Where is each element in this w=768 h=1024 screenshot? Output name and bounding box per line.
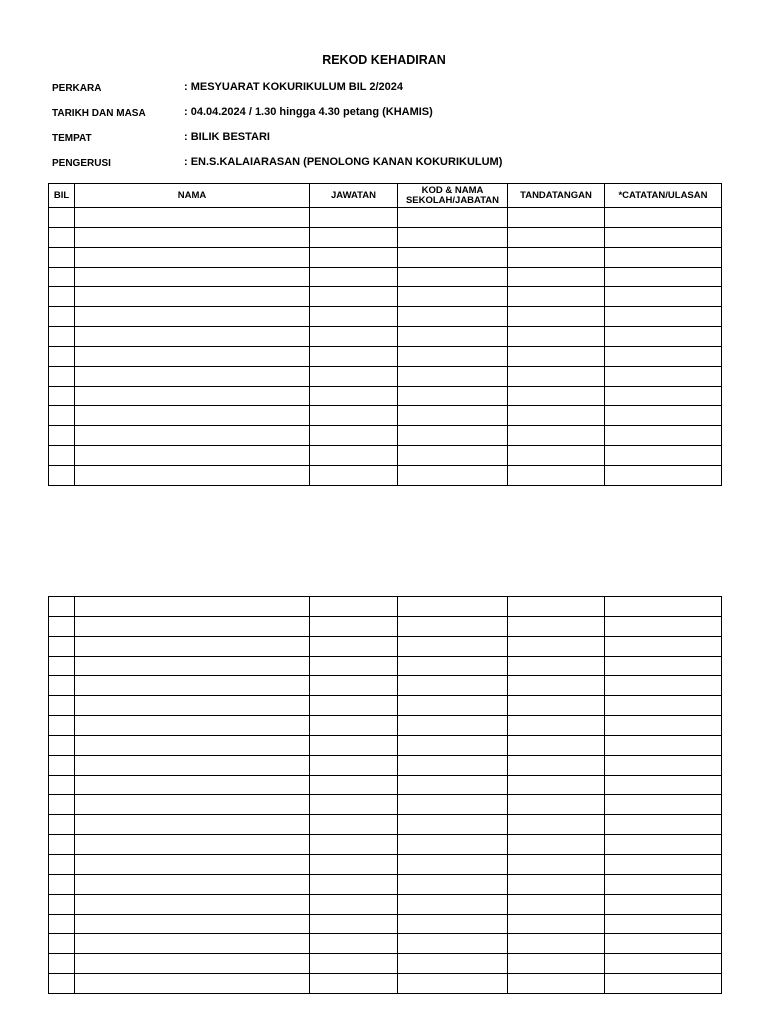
meta-label: PERKARA — [52, 83, 102, 94]
table-row — [49, 934, 722, 954]
bil-cell[interactable] — [49, 795, 75, 815]
nama-cell[interactable] — [75, 327, 310, 347]
nama-cell[interactable] — [75, 716, 310, 736]
tandatangan-cell[interactable] — [508, 815, 605, 835]
bil-cell[interactable] — [49, 327, 75, 347]
jawatan-cell[interactable] — [310, 716, 398, 736]
table-row — [49, 465, 722, 485]
kod-cell[interactable] — [398, 465, 508, 485]
table-row — [49, 636, 722, 656]
table-row — [49, 307, 722, 327]
bil-cell[interactable] — [49, 227, 75, 247]
tandatangan-cell[interactable] — [508, 327, 605, 347]
nama-cell[interactable] — [75, 465, 310, 485]
table-row — [49, 366, 722, 386]
bil-cell[interactable] — [49, 815, 75, 835]
nama-cell[interactable] — [75, 914, 310, 934]
kod-cell[interactable] — [398, 656, 508, 676]
catatan-cell[interactable] — [605, 954, 722, 974]
tandatangan-cell[interactable] — [508, 854, 605, 874]
jawatan-cell[interactable] — [310, 874, 398, 894]
kod-cell[interactable] — [398, 446, 508, 466]
kod-cell[interactable] — [398, 208, 508, 228]
tandatangan-cell[interactable] — [508, 208, 605, 228]
kod-cell[interactable] — [398, 287, 508, 307]
tandatangan-cell[interactable] — [508, 874, 605, 894]
header-catatan: *CATATAN/ULASAN — [605, 184, 722, 208]
catatan-cell[interactable] — [605, 656, 722, 676]
tandatangan-cell[interactable] — [508, 974, 605, 994]
tandatangan-cell[interactable] — [508, 755, 605, 775]
bil-cell[interactable] — [49, 267, 75, 287]
tandatangan-cell[interactable] — [508, 287, 605, 307]
jawatan-cell[interactable] — [310, 386, 398, 406]
header-nama: NAMA — [75, 184, 310, 208]
meta-label: TARIKH DAN MASA — [52, 108, 146, 119]
jawatan-cell[interactable] — [310, 597, 398, 617]
bil-cell[interactable] — [49, 716, 75, 736]
catatan-cell[interactable] — [605, 775, 722, 795]
jawatan-cell[interactable] — [310, 426, 398, 446]
table-row — [49, 446, 722, 466]
catatan-cell[interactable] — [605, 874, 722, 894]
bil-cell[interactable] — [49, 934, 75, 954]
catatan-cell[interactable] — [605, 696, 722, 716]
header-kod-nama-sekolah — [398, 184, 508, 208]
kod-cell[interactable] — [398, 406, 508, 426]
catatan-cell[interactable] — [605, 247, 722, 267]
jawatan-cell[interactable] — [310, 406, 398, 426]
kod-cell[interactable] — [398, 327, 508, 347]
table-row — [49, 656, 722, 676]
catatan-cell[interactable] — [605, 854, 722, 874]
tandatangan-cell[interactable] — [508, 307, 605, 327]
header-kod-line1: KOD & NAMA — [421, 184, 484, 196]
bil-cell[interactable] — [49, 307, 75, 327]
table-row — [49, 716, 722, 736]
nama-cell[interactable] — [75, 696, 310, 716]
kod-cell[interactable] — [398, 247, 508, 267]
nama-cell[interactable] — [75, 795, 310, 815]
table-row — [49, 755, 722, 775]
table-row — [49, 208, 722, 228]
jawatan-cell[interactable] — [310, 954, 398, 974]
meta-label: TEMPAT — [52, 133, 92, 144]
jawatan-cell[interactable] — [310, 974, 398, 994]
bil-cell[interactable] — [49, 676, 75, 696]
bil-cell[interactable] — [49, 426, 75, 446]
table-row — [49, 835, 722, 855]
bil-cell[interactable] — [49, 465, 75, 485]
bil-cell[interactable] — [49, 616, 75, 636]
jawatan-cell[interactable] — [310, 287, 398, 307]
catatan-cell[interactable] — [605, 307, 722, 327]
bil-cell[interactable] — [49, 406, 75, 426]
bil-cell[interactable] — [49, 247, 75, 267]
nama-cell[interactable] — [75, 366, 310, 386]
nama-cell[interactable] — [75, 386, 310, 406]
table-row — [49, 267, 722, 287]
catatan-cell[interactable] — [605, 406, 722, 426]
nama-cell[interactable] — [75, 755, 310, 775]
kod-cell[interactable] — [398, 755, 508, 775]
nama-cell[interactable] — [75, 426, 310, 446]
bil-cell[interactable] — [49, 974, 75, 994]
table-row — [49, 346, 722, 366]
jawatan-cell[interactable] — [310, 894, 398, 914]
kod-cell[interactable] — [398, 696, 508, 716]
jawatan-cell[interactable] — [310, 835, 398, 855]
table-row — [49, 815, 722, 835]
nama-cell[interactable] — [75, 676, 310, 696]
jawatan-cell[interactable] — [310, 247, 398, 267]
nama-cell[interactable] — [75, 227, 310, 247]
bil-cell[interactable] — [49, 656, 75, 676]
table-row — [49, 616, 722, 636]
table-row — [49, 974, 722, 994]
tandatangan-cell[interactable] — [508, 676, 605, 696]
kod-cell[interactable] — [398, 815, 508, 835]
bil-cell[interactable] — [49, 775, 75, 795]
tandatangan-cell[interactable] — [508, 795, 605, 815]
catatan-cell[interactable] — [605, 815, 722, 835]
bil-cell[interactable] — [49, 346, 75, 366]
tandatangan-cell[interactable] — [508, 894, 605, 914]
bil-cell[interactable] — [49, 894, 75, 914]
tandatangan-cell[interactable] — [508, 346, 605, 366]
bil-cell[interactable] — [49, 854, 75, 874]
table-row — [49, 247, 722, 267]
header-tandatangan: TANDATANGAN — [508, 184, 605, 208]
tandatangan-cell[interactable] — [508, 954, 605, 974]
meta-label: PENGERUSI — [52, 158, 111, 169]
catatan-cell[interactable] — [605, 934, 722, 954]
nama-cell[interactable] — [75, 287, 310, 307]
jawatan-cell[interactable] — [310, 346, 398, 366]
nama-cell[interactable] — [75, 775, 310, 795]
jawatan-cell[interactable] — [310, 465, 398, 485]
kod-cell[interactable] — [398, 795, 508, 815]
nama-cell[interactable] — [75, 406, 310, 426]
tandatangan-cell[interactable] — [508, 914, 605, 934]
table-row — [49, 676, 722, 696]
bil-cell[interactable] — [49, 954, 75, 974]
meta-value: : EN.S.KALAIARASAN (PENOLONG KANAN KOKURIKULUM) — [184, 156, 503, 168]
table-row — [49, 227, 722, 247]
catatan-cell[interactable] — [605, 597, 722, 617]
jawatan-cell[interactable] — [310, 854, 398, 874]
catatan-cell[interactable] — [605, 465, 722, 485]
catatan-cell[interactable] — [605, 894, 722, 914]
nama-cell[interactable] — [75, 267, 310, 287]
catatan-cell[interactable] — [605, 386, 722, 406]
tandatangan-cell[interactable] — [508, 656, 605, 676]
catatan-cell[interactable] — [605, 267, 722, 287]
jawatan-cell[interactable] — [310, 775, 398, 795]
jawatan-cell[interactable] — [310, 914, 398, 934]
nama-cell[interactable] — [75, 815, 310, 835]
catatan-cell[interactable] — [605, 676, 722, 696]
catatan-cell[interactable] — [605, 914, 722, 934]
jawatan-cell[interactable] — [310, 327, 398, 347]
meta-value: : 04.04.2024 / 1.30 hingga 4.30 petang (KHAMIS) — [184, 106, 433, 118]
table-row — [49, 795, 722, 815]
bil-cell[interactable] — [49, 914, 75, 934]
tandatangan-cell[interactable] — [508, 934, 605, 954]
catatan-cell[interactable] — [605, 327, 722, 347]
jawatan-cell[interactable] — [310, 267, 398, 287]
table-header-row — [49, 184, 722, 208]
kod-cell[interactable] — [398, 366, 508, 386]
table-row — [49, 775, 722, 795]
nama-cell[interactable] — [75, 346, 310, 366]
kod-cell[interactable] — [398, 854, 508, 874]
kod-cell[interactable] — [398, 716, 508, 736]
tandatangan-cell[interactable] — [508, 636, 605, 656]
nama-cell[interactable] — [75, 597, 310, 617]
bil-cell[interactable] — [49, 755, 75, 775]
tandatangan-cell[interactable] — [508, 696, 605, 716]
tandatangan-cell[interactable] — [508, 616, 605, 636]
jawatan-cell[interactable] — [310, 208, 398, 228]
table-row — [49, 406, 722, 426]
nama-cell[interactable] — [75, 446, 310, 466]
table-row — [49, 874, 722, 894]
jawatan-cell[interactable] — [310, 696, 398, 716]
kod-cell[interactable] — [398, 616, 508, 636]
kod-cell[interactable] — [398, 914, 508, 934]
catatan-cell[interactable] — [605, 616, 722, 636]
nama-cell[interactable] — [75, 307, 310, 327]
catatan-cell[interactable] — [605, 974, 722, 994]
page-title: REKOD KEHADIRAN — [322, 53, 446, 67]
catatan-cell[interactable] — [605, 227, 722, 247]
bil-cell[interactable] — [49, 386, 75, 406]
bil-cell[interactable] — [49, 874, 75, 894]
kod-cell[interactable] — [398, 307, 508, 327]
kod-cell[interactable] — [398, 676, 508, 696]
catatan-cell[interactable] — [605, 636, 722, 656]
catatan-cell[interactable] — [605, 735, 722, 755]
jawatan-cell[interactable] — [310, 795, 398, 815]
table-row — [49, 914, 722, 934]
tandatangan-cell[interactable] — [508, 227, 605, 247]
tandatangan-cell[interactable] — [508, 465, 605, 485]
jawatan-cell[interactable] — [310, 446, 398, 466]
jawatan-cell[interactable] — [310, 656, 398, 676]
bil-cell[interactable] — [49, 287, 75, 307]
kod-cell[interactable] — [398, 775, 508, 795]
tandatangan-cell[interactable] — [508, 366, 605, 386]
table-row — [49, 386, 722, 406]
nama-cell[interactable] — [75, 934, 310, 954]
kod-cell[interactable] — [398, 835, 508, 855]
jawatan-cell[interactable] — [310, 616, 398, 636]
kod-cell[interactable] — [398, 974, 508, 994]
kod-cell[interactable] — [398, 874, 508, 894]
attendance-table-1 — [48, 183, 722, 486]
kod-cell[interactable] — [398, 636, 508, 656]
catatan-cell[interactable] — [605, 446, 722, 466]
kod-cell[interactable] — [398, 735, 508, 755]
bil-cell[interactable] — [49, 835, 75, 855]
jawatan-cell[interactable] — [310, 676, 398, 696]
nama-cell[interactable] — [75, 854, 310, 874]
bil-cell[interactable] — [49, 446, 75, 466]
kod-cell[interactable] — [398, 346, 508, 366]
kod-cell[interactable] — [398, 426, 508, 446]
jawatan-cell[interactable] — [310, 735, 398, 755]
bil-cell[interactable] — [49, 696, 75, 716]
header-jawatan: JAWATAN — [310, 184, 398, 208]
jawatan-cell[interactable] — [310, 815, 398, 835]
bil-cell[interactable] — [49, 636, 75, 656]
catatan-cell[interactable] — [605, 208, 722, 228]
header-kod-line2: SEKOLAH/JABATAN — [405, 194, 500, 206]
catatan-cell[interactable] — [605, 287, 722, 307]
kod-cell[interactable] — [398, 894, 508, 914]
header-bil: BIL — [49, 184, 75, 208]
tandatangan-cell[interactable] — [508, 716, 605, 736]
jawatan-cell[interactable] — [310, 227, 398, 247]
catatan-cell[interactable] — [605, 366, 722, 386]
catatan-cell[interactable] — [605, 795, 722, 815]
nama-cell[interactable] — [75, 954, 310, 974]
tandatangan-cell[interactable] — [508, 775, 605, 795]
jawatan-cell[interactable] — [310, 755, 398, 775]
nama-cell[interactable] — [75, 974, 310, 994]
kod-cell[interactable] — [398, 267, 508, 287]
nama-cell[interactable] — [75, 636, 310, 656]
tandatangan-cell[interactable] — [508, 835, 605, 855]
tandatangan-cell[interactable] — [508, 446, 605, 466]
catatan-cell[interactable] — [605, 346, 722, 366]
attendance-table-2 — [48, 596, 722, 994]
jawatan-cell[interactable] — [310, 307, 398, 327]
nama-cell[interactable] — [75, 835, 310, 855]
nama-cell[interactable] — [75, 656, 310, 676]
catatan-cell[interactable] — [605, 755, 722, 775]
nama-cell[interactable] — [75, 247, 310, 267]
kod-cell[interactable] — [398, 934, 508, 954]
table-row — [49, 327, 722, 347]
jawatan-cell[interactable] — [310, 934, 398, 954]
nama-cell[interactable] — [75, 208, 310, 228]
tandatangan-cell[interactable] — [508, 386, 605, 406]
table-row — [49, 854, 722, 874]
bil-cell[interactable] — [49, 735, 75, 755]
catatan-cell[interactable] — [605, 716, 722, 736]
meta-value: : MESYUARAT KOKURIKULUM BIL 2/2024 — [184, 81, 404, 93]
table-row — [49, 696, 722, 716]
nama-cell[interactable] — [75, 894, 310, 914]
tandatangan-cell[interactable] — [508, 426, 605, 446]
kod-cell[interactable] — [398, 227, 508, 247]
tandatangan-cell[interactable] — [508, 597, 605, 617]
catatan-cell[interactable] — [605, 835, 722, 855]
table-row — [49, 954, 722, 974]
kod-cell[interactable] — [398, 597, 508, 617]
table-row — [49, 426, 722, 446]
bil-cell[interactable] — [49, 597, 75, 617]
table-row — [49, 597, 722, 617]
meta-value: : BILIK BESTARI — [184, 131, 270, 143]
table-body-1 — [49, 208, 722, 486]
jawatan-cell[interactable] — [310, 366, 398, 386]
kod-cell[interactable] — [398, 386, 508, 406]
bil-cell[interactable] — [49, 366, 75, 386]
table-row — [49, 287, 722, 307]
nama-cell[interactable] — [75, 735, 310, 755]
tandatangan-cell[interactable] — [508, 735, 605, 755]
table-row — [49, 894, 722, 914]
catatan-cell[interactable] — [605, 426, 722, 446]
nama-cell[interactable] — [75, 874, 310, 894]
tandatangan-cell[interactable] — [508, 267, 605, 287]
nama-cell[interactable] — [75, 616, 310, 636]
tandatangan-cell[interactable] — [508, 406, 605, 426]
jawatan-cell[interactable] — [310, 636, 398, 656]
tandatangan-cell[interactable] — [508, 247, 605, 267]
table-row — [49, 735, 722, 755]
bil-cell[interactable] — [49, 208, 75, 228]
table-body-2 — [49, 597, 722, 994]
kod-cell[interactable] — [398, 954, 508, 974]
